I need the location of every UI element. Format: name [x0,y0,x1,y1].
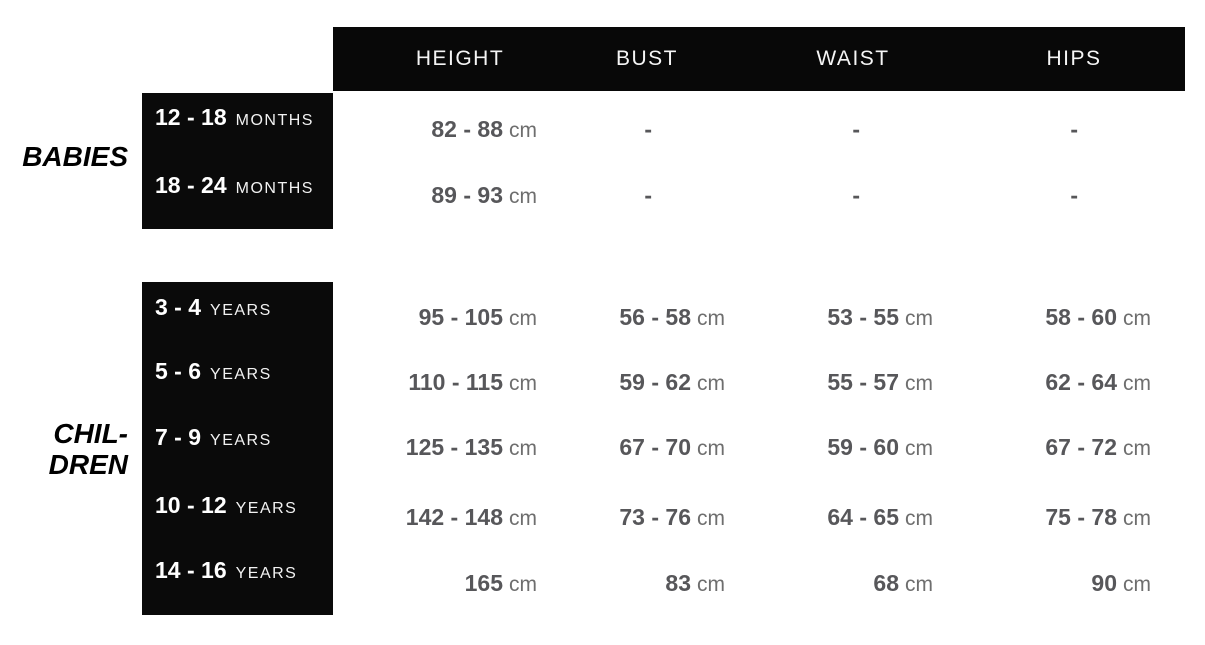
hips-cell: 75 - 78 cm [1045,504,1151,530]
size-range: 14 - 16 [155,557,227,583]
size-range: 10 - 12 [155,492,227,518]
table-header [333,27,1185,91]
size-unit: YEARS [210,302,272,319]
size-row-12-18-months [155,102,314,132]
measure-row-10-12-years [337,502,1151,532]
measure-row-5-6-years [337,367,1151,397]
size-unit: YEARS [210,366,272,383]
size-row-10-12-years [155,490,297,520]
size-row-5-6-years [155,356,272,386]
size-range: 18 - 24 [155,172,227,198]
col-header-waist: WAIST [816,47,890,70]
bust-cell: - [644,116,652,142]
group-label-babies: BABIES [22,141,128,172]
height-cell: 82 - 88 cm [431,116,537,142]
waist-cell: 64 - 65 cm [827,504,933,530]
height-cell: 110 - 115 cm [408,369,537,395]
waist-cell: - [852,182,860,208]
height-cell: 125 - 135 cm [405,434,537,460]
size-range: 7 - 9 [155,424,202,450]
measure-row-7-9-years [337,432,1151,462]
waist-cell: 55 - 57 cm [827,369,933,395]
size-unit: MONTHS [235,180,314,197]
size-row-3-4-years [155,292,272,322]
col-header-bust: BUST [615,47,679,70]
hips-cell: - [1070,116,1078,142]
hips-cell: 58 - 60 cm [1045,304,1151,330]
waist-cell: 59 - 60 cm [827,434,933,460]
bust-cell: 83 cm [665,570,725,596]
size-row-7-9-years [155,422,272,452]
size-unit: YEARS [235,500,298,517]
hips-cell: 62 - 64 cm [1045,369,1151,395]
size-range: 3 - 4 [155,294,202,320]
height-cell: 89 - 93 cm [431,182,537,208]
height-cell: 165 cm [464,570,537,596]
bust-cell: 56 - 58 cm [619,304,725,330]
group-label-children [0,418,128,480]
hips-cell: 67 - 72 cm [1045,434,1151,460]
size-row-14-16-years [155,555,297,585]
measure-row-12-18-months [337,114,1151,144]
size-range: 5 - 6 [155,358,202,384]
waist-cell: - [852,116,860,142]
hips-cell: - [1070,182,1078,208]
bust-cell: 59 - 62 cm [619,369,725,395]
height-cell: 95 - 105 cm [418,304,537,330]
children-size-box [142,282,333,615]
height-cell: 142 - 148 cm [405,504,537,530]
bust-cell: 67 - 70 cm [619,434,725,460]
group-label-children-line1: CHIL- [53,418,128,449]
babies-size-box [142,93,333,229]
measure-row-3-4-years [337,302,1151,332]
col-header-height: HEIGHT [415,47,505,70]
col-header-hips: HIPS [1046,47,1102,70]
size-unit: MONTHS [235,112,314,129]
hips-cell: 90 cm [1091,570,1151,596]
measure-row-18-24-months [337,180,1151,210]
waist-cell: 68 cm [873,570,933,596]
bust-cell: - [644,182,652,208]
bust-cell: 73 - 76 cm [619,504,725,530]
size-range: 12 - 18 [155,104,227,130]
size-row-18-24-months [155,170,314,200]
measure-row-14-16-years [337,568,1151,598]
size-unit: YEARS [210,432,272,449]
group-label-children-line2: DREN [48,449,128,480]
size-unit: YEARS [235,565,298,582]
waist-cell: 53 - 55 cm [827,304,933,330]
